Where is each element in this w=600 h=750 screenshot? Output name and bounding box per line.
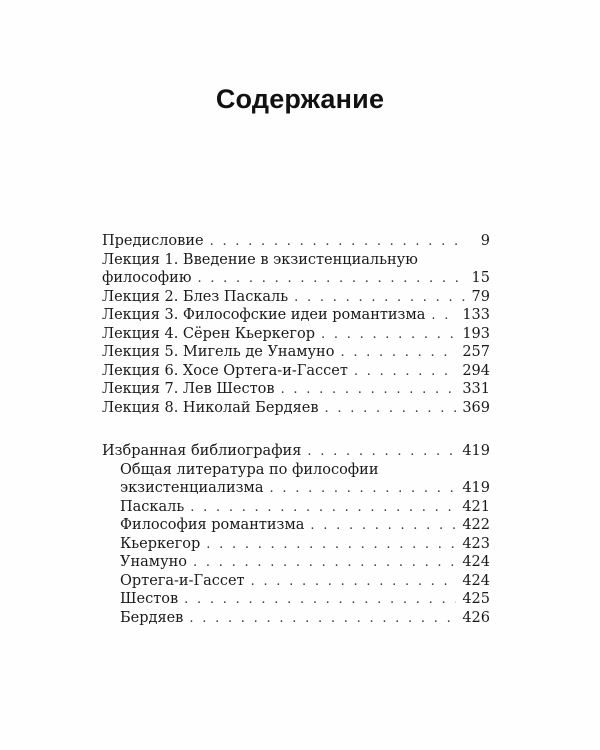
toc-subentry-general-first-line: Общая литература по философии (120, 461, 379, 478)
dot-leader (321, 326, 456, 345)
toc-entry-text: Лекция 5. Мигель де Унамуно (102, 344, 335, 360)
toc-subentry-berdyaev (102, 609, 490, 628)
toc-page-number: 424 (462, 572, 490, 589)
toc-page-number: 257 (462, 344, 490, 360)
toc-subentry-ortega (102, 572, 490, 591)
toc-page-number: 294 (462, 362, 490, 379)
dot-leader (325, 400, 457, 419)
toc-entry-lecture-2 (102, 288, 490, 307)
toc-entry-lecture-3 (102, 306, 490, 325)
dot-leader (281, 381, 457, 400)
dot-leader (307, 443, 456, 462)
toc-page-number: 423 (462, 535, 490, 552)
toc-entry-text: Избранная библиография (102, 443, 302, 459)
toc-page-number: 419 (462, 480, 490, 496)
toc-entry-text: Лекция 2. Блез Паскаль (102, 288, 289, 305)
toc-entry-text: Кьеркегор (120, 535, 201, 552)
toc-page-number: 331 (462, 381, 490, 397)
toc-page-number: 369 (462, 399, 490, 416)
toc-page-number: 133 (462, 307, 490, 323)
toc-entry-text: Унамуно (120, 554, 187, 570)
dot-leader (340, 344, 456, 363)
dot-leader (251, 573, 457, 592)
toc-entry-text: Лекция 3. Философские идеи романтизма (102, 307, 426, 323)
dot-leader (354, 363, 456, 382)
toc-entry-text: Шестов (120, 591, 179, 607)
toc-page-number: 193 (462, 325, 490, 342)
toc-page-number: 9 (480, 233, 490, 249)
dot-leader (206, 536, 456, 555)
toc-entry-text: Лекция 7. Лев Шестов (102, 381, 275, 397)
toc-entry-preface (102, 232, 490, 251)
dot-leader (270, 480, 457, 499)
toc-entry-text: экзистенциализма (120, 480, 264, 496)
toc-subentry-general (102, 479, 490, 498)
table-of-contents (102, 232, 490, 627)
toc-entry-text: Лекция 8. Николай Бердяев (102, 399, 319, 416)
dot-leader (193, 554, 456, 573)
toc-page-number: 422 (462, 517, 490, 533)
toc-subentry-pascal (102, 498, 490, 517)
toc-entry-lecture-4 (102, 325, 490, 344)
toc-subentry-romanticism (102, 516, 490, 535)
dot-leader (294, 289, 465, 308)
toc-entry-text: Паскаль (120, 498, 185, 515)
toc-page-number: 424 (462, 554, 490, 570)
section-gap (102, 417, 490, 442)
page-title: Содержание (215, 84, 385, 114)
toc-entry-text: Лекция 4. Сёрен Кьеркегор (102, 325, 315, 342)
toc-entry-lecture-1 (102, 269, 490, 288)
toc-entry-text: Лекция 6. Хосе Ортега-и-Гассет (102, 362, 348, 379)
dot-leader (431, 307, 456, 326)
toc-page-number: 419 (462, 443, 490, 459)
dot-leader (189, 610, 456, 629)
toc-subentry-kierkegaard (102, 535, 490, 554)
toc-entry-lecture-1-first-line: Лекция 1. Введение в экзистенциальную (102, 251, 418, 268)
toc-entry-text: Предисловие (102, 233, 204, 249)
dot-leader (184, 591, 456, 610)
dot-leader (210, 233, 466, 252)
toc-entry-lecture-7 (102, 380, 490, 399)
toc-entry-text: Бердяев (120, 609, 184, 626)
toc-entry-text: философию (102, 270, 192, 286)
toc-subentry-unamuno (102, 553, 490, 572)
toc-page-number: 421 (462, 498, 490, 515)
dot-leader (310, 517, 456, 536)
toc-entry-lecture-8 (102, 399, 490, 418)
toc-page-number: 15 (471, 270, 490, 286)
toc-subentry-shestov (102, 590, 490, 609)
toc-entry-lecture-6 (102, 362, 490, 381)
toc-entry-text: Ортега-и-Гассет (120, 572, 245, 589)
toc-entry-text: Философия романтизма (120, 517, 305, 533)
dot-leader (197, 270, 465, 289)
dot-leader (190, 499, 456, 518)
toc-page-number: 79 (471, 288, 490, 305)
toc-page-number: 425 (462, 591, 490, 607)
toc-page-number: 426 (462, 609, 490, 626)
toc-entry-lecture-5 (102, 343, 490, 362)
toc-entry-bibliography (102, 442, 490, 461)
